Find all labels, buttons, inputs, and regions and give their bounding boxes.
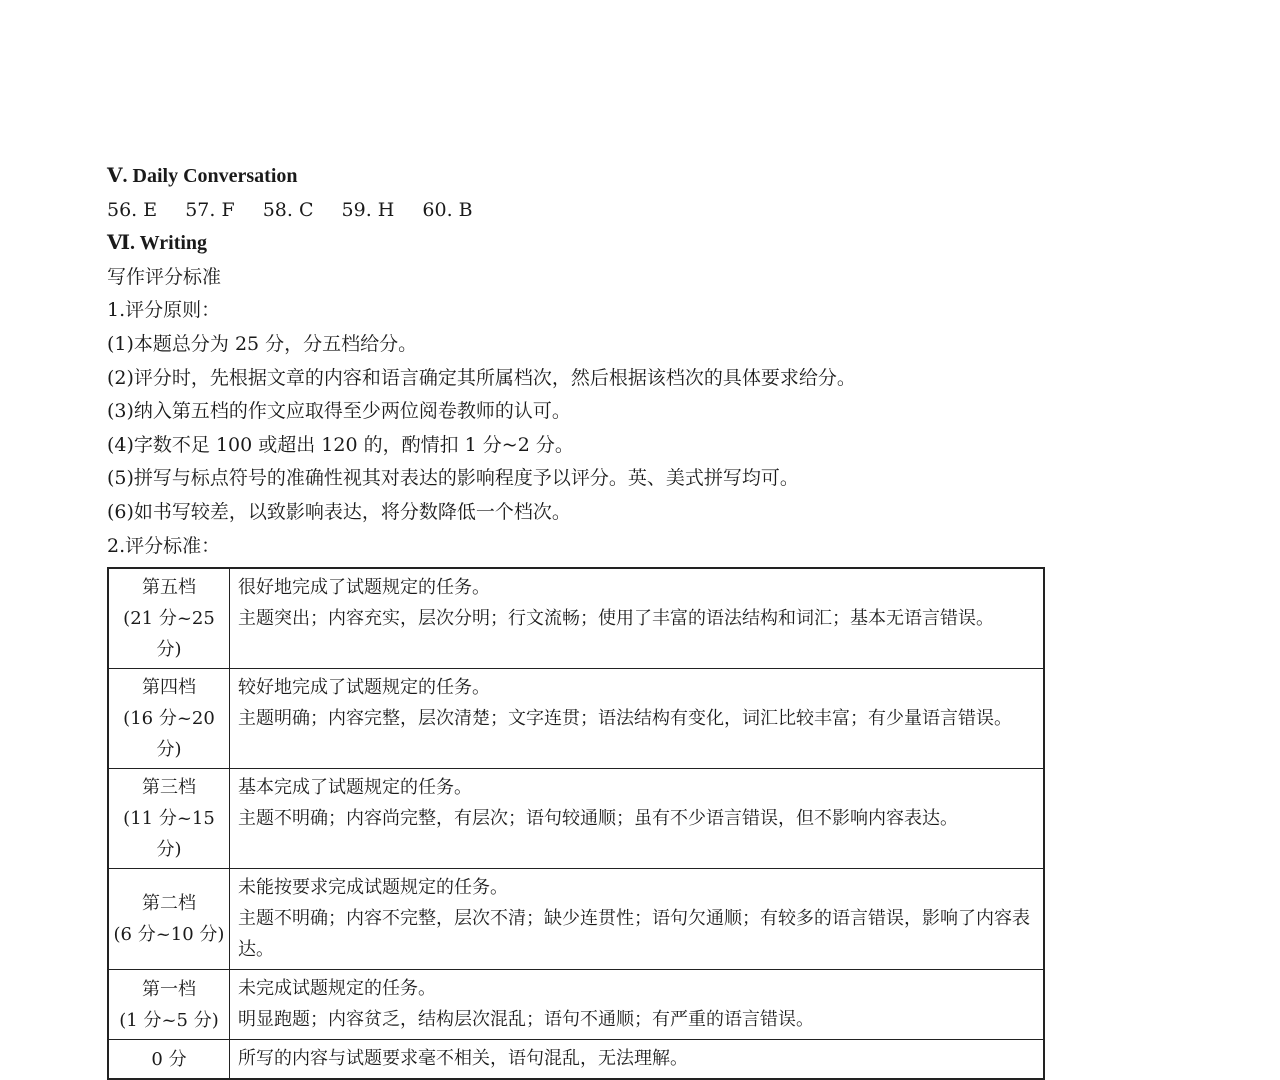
rubric-level: 第五档 [142, 577, 196, 599]
rubric-level: 0 分 [151, 1048, 187, 1070]
answer-item: 59. H [341, 198, 395, 221]
rubric-level-cell [108, 568, 230, 669]
rubric-description-cell [230, 769, 1045, 869]
rubric-row [108, 869, 1044, 970]
principle-item: (3)纳入第五档的作文应取得至少两位阅卷教师的认可。 [107, 400, 571, 423]
rubric-detail: 明显跑题；内容贫乏，结构层次混乱；语句不通顺；有严重的语言错误。 [238, 1009, 814, 1031]
section-5-answers [107, 194, 1047, 228]
rubric-level: 第三档 [142, 777, 196, 799]
rubric-range: (11 分~15 分) [123, 808, 215, 861]
standards-title: 2.评分标准： [107, 534, 221, 557]
principle-item: (2)评分时，先根据文章的内容和语言确定其所属档次，然后根据该档次的具体要求给分。 [107, 366, 856, 389]
principle-item: (6)如书写较差，以致影响表达，将分数降低一个档次。 [107, 500, 571, 523]
rubric-level-cell [108, 970, 230, 1040]
rubric-level-cell [108, 669, 230, 769]
rubric-range: (1 分~5 分) [119, 1009, 219, 1031]
rubric-description-cell [230, 568, 1045, 669]
rubric-level: 第二档 [142, 893, 196, 915]
rubric-summary: 较好地完成了试题规定的任务。 [238, 677, 490, 699]
rubric-description-cell [230, 1040, 1045, 1080]
section-6-title: Ⅵ. Writing [107, 232, 208, 255]
rubric-level: 第四档 [142, 677, 196, 699]
answer-key-page [107, 160, 1047, 1080]
rubric-row [108, 769, 1044, 869]
answer-item: 56. E [107, 198, 158, 221]
rubric-summary: 未能按要求完成试题规定的任务。 [238, 877, 508, 899]
rubric-range: (16 分~20 分) [123, 708, 215, 761]
rubric-row [108, 669, 1044, 769]
rubric-summary: 很好地完成了试题规定的任务。 [238, 577, 490, 599]
rubric-description-cell [230, 869, 1045, 970]
rubric-description-cell [230, 669, 1045, 769]
rubric-description-cell [230, 970, 1045, 1040]
rubric-range: (21 分~25 分) [123, 608, 215, 661]
rubric-detail: 主题不明确；内容不完整，层次不清；缺少连贯性；语句欠通顺；有较多的语言错误，影响了内容表达。 [238, 908, 1030, 961]
answer-item: 58. C [262, 198, 314, 221]
writing-subtitle: 写作评分标准 [107, 265, 222, 288]
rubric-level-cell [108, 1040, 230, 1080]
principles-title: 1.评分原则： [107, 299, 221, 322]
principle-item: (4)字数不足 100 或超出 120 的，酌情扣 1 分~2 分。 [107, 433, 574, 456]
rubric-detail: 主题明确；内容完整，层次清楚；文字连贯；语法结构有变化，词汇比较丰富；有少量语言错误。 [238, 708, 1012, 730]
rubric-level-cell [108, 869, 230, 970]
answer-item: 57. F [185, 198, 235, 221]
rubric-level-cell [108, 769, 230, 869]
rubric-row [108, 568, 1044, 669]
rubric-row [108, 970, 1044, 1040]
principle-item: (1)本题总分为 25 分，分五档给分。 [107, 332, 418, 355]
section-5-title: Ⅴ. Daily Conversation [107, 165, 298, 187]
rubric-summary: 未完成试题规定的任务。 [238, 978, 436, 1000]
scoring-rubric-table [107, 567, 1045, 1080]
rubric-detail: 主题不明确；内容尚完整，有层次；语句较通顺；虽有不少语言错误，但不影响内容表达。 [238, 808, 958, 830]
rubric-summary: 基本完成了试题规定的任务。 [238, 777, 472, 799]
rubric-summary: 所写的内容与试题要求毫不相关，语句混乱，无法理解。 [238, 1048, 688, 1070]
answer-item: 60. B [422, 198, 473, 221]
rubric-detail: 主题突出；内容充实，层次分明；行文流畅；使用了丰富的语法结构和词汇；基本无语言错误。 [238, 608, 994, 630]
rubric-range: (6 分~10 分) [113, 924, 225, 946]
principle-item: (5)拼写与标点符号的准确性视其对表达的影响程度予以评分。英、美式拼写均可。 [107, 467, 799, 490]
rubric-level: 第一档 [142, 978, 196, 1000]
rubric-row [108, 1040, 1044, 1080]
